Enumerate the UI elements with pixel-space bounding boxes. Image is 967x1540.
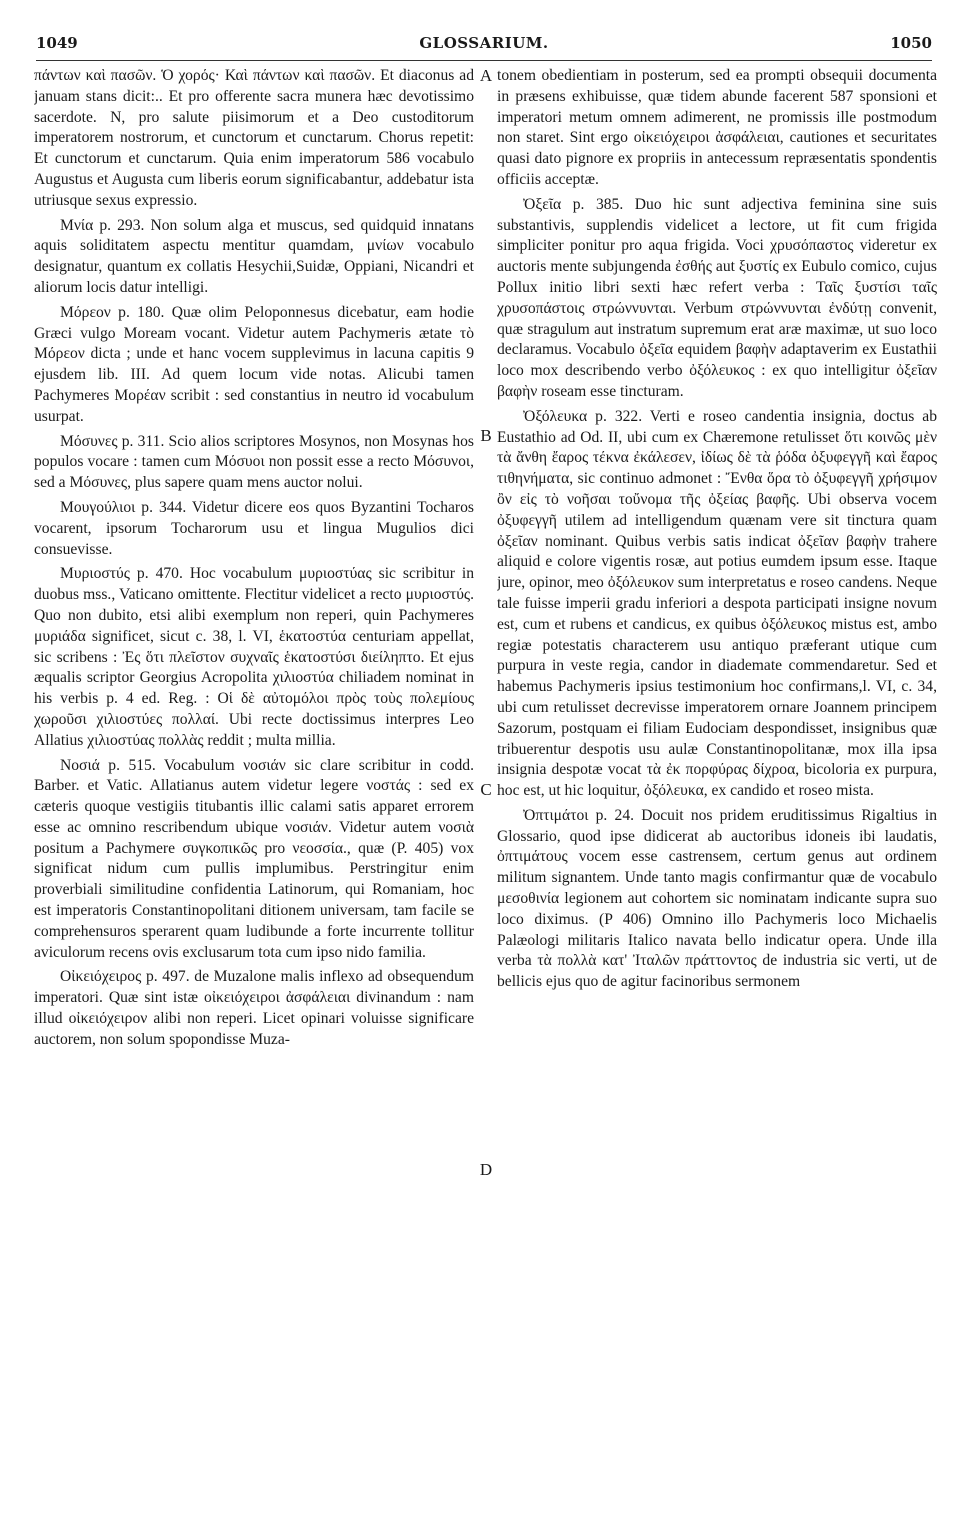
page-number-right: 1050 xyxy=(890,34,932,52)
running-title: GLOSSARIUM. xyxy=(419,34,549,52)
entry-paragraph: πάντων καὶ πασῶν. Ὁ χορός· Καὶ πάντων καὶ πασῶν. Et diaconus ad januam stans dicit:.. Et pro offerente sacra munera hæc devotissimo sacerdote. N, pro salute piisimorum et a Deo custoditorum imperatorem nostrorum, et cunctorum et cunctarum. Chorus repetit: Et cunctorum et cunctarum. Quia enim imperatorum 586 vocabulo Augustus et Augusta cum liberis eorum significabantur, addebatur ista utriusque sexus expressio. xyxy=(34,67,474,209)
section-marker-d: D xyxy=(479,1160,493,1179)
header-rule xyxy=(36,60,932,61)
entry-paragraph: Μυριοστύς p. 470. Hoc vocabulum μυριοστύας sic scribitur in duobus mss., Vaticano omittente. Flectitur videlicet a recto μυριοστύς. Quo non dubito, etsi alibi exemplum non reperi, quin Pachymeres μυριάδα significet, sicut c. 38, l. VI, ἑκατοστύα centuriam appellat, sic scribens : Ἐς ὅτι πλεῖστον συχναῖς ἑκατοστύσι διείληπτο. Et ejus æqualis scriptor Georgius Acropolita χιλιοστύα chiliadem nominat in his verbis p. 4 ed. Reg. : Οἱ δὲ αὐτομόλοι πρὸς τοὺς πολεμίους χωροῦσι χιλιοστύες πολλαί. Ubi recte doctissimus interpres Leo Allatius χιλιοστύας πολλὰς reddit ; multa millia. xyxy=(34,565,474,749)
page-number-left: 1049 xyxy=(36,34,78,52)
entry-paragraph: Ὀξόλευκα p. 322. Verti e roseo candentia insignia, doctus ab Eustathio ad Od. II, ubi cum ex Chæremone retulisset ὅτι κοινῶς μὲν τὰ ἄνθη ἔαρος τέκνα ἐκάλεσεν, ἰδίως δὲ τὰ ῥόδα ὀξυφεγγῆ καὶ ἔαρος τιθηνήματα, sic continuo admonet : Ἔνθα ὅρα τὸ ὀξυφεγγῆ χρήσιμον ὂν εἰς τὸ νοῆσαι τοὔνομα τῆς ὀξείας βαφῆς. Ubi observa vocem ὀξυφεγγῆ utilem ad intelligendum quænam vere sit tinctura quam ὀξεῖαν nominant. Quibus verbis satis indicat ὀξεῖαν βαφὴν trahere aliquid e colore vigentis rosæ, aut potius eumdem ipsum esse. Itaque jure, opinor, meo ὀξόλευκον sum interpretatus e roseo candens. Neque tale fuisse imperii gradu inferiori a despota participati insigne novum est, cum et rubens et candicus, ex quibus ὀξόλευκος mistus est, ambo regiæ potestatis characterem usu antiquo præferant utique cum purpura in veste regia, candor in diademate commendaretur. Sed et habemus Pachymeris ipsius testimonium hoc confirmans,l. VI, c. 34, ubi cum retulisset decrevisse imperatorem ornare Joannem principem Sazorum, postquam ei filiam Eudociam despondisset, insignibus quæ tribuerentur despotis usu aulæ Constantinopolitanæ, mox illa ipsa insignia despotæ vocat τὰ ἐκ πορφύρας δίχροα, bicoloria ex purpura, hoc est, ut hic loquitur, ὀξόλευκα, ex candido et roseo mista. xyxy=(497,407,937,800)
entry-paragraph: tonem obedientiam in posterum, sed ea prompti obsequii documenta in præsens exhibuisse, quæ tidem abunde facerent 587 sponsioni et imperatori metum omnem adimerent, ne promissis ille postmodum non staret. Sint ergo οἰκειόχειροι ἀσφάλειαι, cautiones et securitates quasi dato pignore ex propriis in antecessum repræsentatis spondentis officiis acceptæ. xyxy=(497,67,937,188)
entry-paragraph: Νοσιά p. 515. Vocabulum νοσιάν sic clare scribitur in codd. Barber. et Vatic. Allatianus autem videtur legere νοστάς : sed ex cæteris quoque vestigiis titubantis illic calami satis apparet errorem esse ac omnino rescribendum ubique νοσιάν. Videtur autem νοσιὰ positum a Pachymere συγκοπικῶς pro νεοσσία., quæ (P. 405) vox significat nidum cum pullis implumibus. Perstringitur enim proverbiali similitudine confidentia Latinorum, qui Romaniam, hoc est imperatoris Constantinopolitani ditionem universam, tam facile se comprehensuros sperarent quam ludibunde a forte incurrente tollitur aviculorum recens ovis exclusarum tota cum ipso nido familia. xyxy=(34,756,474,961)
right-column xyxy=(497,66,937,1521)
entry-paragraph: Μόσυνες p. 311. Scio alios scriptores Mosynos, non Mosynas hos populos vocare : tamen cum Μόσυοι non possit esse a recto Μόσυνοι, sed a Μόσυνες, plus sapere quam mens auctor nolui. xyxy=(34,432,474,492)
section-marker-a: A xyxy=(479,66,493,85)
entry-paragraph: Οἰκειόχειρος p. 497. de Muzalone malis inflexo ad obsequendum imperatori. Quæ sint istæ οἰκειόχειροι ἀσφάλειαι divinandum : nam illud οἰκειόχειρον alibi non reperi. Licet opinari voluisse significare auctorem, non solum spopondisse Muza- xyxy=(34,968,474,1048)
section-marker-c: C xyxy=(480,780,492,799)
entry-paragraph: Ὀπτιμάτοι p. 24. Docuit nos pridem eruditissimus Rigaltius in Glossario, quod ipse didicerat ab auctoribus idoneis ibi laudatis, ὀπτιμάτους vocem esse castrensem, certum genus aut ordinem militum signantem. Unde tanto magis confirmantur quæ de vocabulo μεσοθινία legionem aut cohortem sic nominatam indicante supra suo loco diximus. (P 406) Omnino illo Pachymeris loco Michaelis Palæologi militaris Italico navata bello indicatur opera. Unde illa verba τὰ πολλὰ κατ' Ἰταλῶν πράττοντος de industria sic verti, ut de bellicis ejus quo de agitur facinoribus sermonem xyxy=(497,806,937,991)
entry-paragraph: Μόρεον p. 180. Quæ olim Peloponnesus dicebatur, eam hodie Græci vulgo Moream vocant. Videtur autem Pachymeris ætate τὸ Μόρεον dicta ; unde et hanc vocem supplevimus in lacuna capitis 9 ejusdem lib. III. Ad quem locum vide notas. Alicubi tamen Pachymeres Μορέαν scribit : sed constantius in neutro id vocabulum usurpat. xyxy=(34,303,474,425)
entry-paragraph: Μνία p. 293. Non solum alga et muscus, sed quidquid innatans aquis soliditatem aspectu mentitur quamdam, μνίων vocabulo designatur, quantum ex collatis Hesychii,Suidæ, Oppiani, Nicandri et aliorum locis datur intelligi. xyxy=(34,216,474,296)
page-header xyxy=(36,34,932,56)
entry-paragraph: Μουγούλιοι p. 344. Videtur dicere eos quos Byzantini Tocharos vocarent, ipsorum Tocharorum usu et lingua Mugulios dici consuevisse. xyxy=(34,498,474,558)
section-marker-b: B xyxy=(480,426,492,445)
left-column xyxy=(34,66,474,1521)
entry-paragraph: Ὀξεῖα p. 385. Duo hic sunt adjectiva feminina sine suis substantivis, supplendis videlicet a lectore, ut fit cum frigida simpliciter ponitur pro aqua frigida. Voci χρυσόπαστος videretur ex auctoris mente subjungenda ἐσθής aut ξυστίς ex Eubulo comico, cujus Pollux initio libri sexti hæc refert verba : Ταῖς ξυστίσι ταῖς χρυσοπάστοις στρώννυνται. Verbum στρώννυνται ἐνδύτῃ convenit, quæ stragulum aut instratum supremum erat aræ maximæ, ut suo loco declaramus. Vocabulo ὀξεῖα equidem βαφὴν adaptaverim ex Eustathii loco mox describendo verbo ὀξόλευκος : ex quo intelligitur ὀξεῖαν βαφὴν roseam esse tincturam. xyxy=(497,195,937,400)
